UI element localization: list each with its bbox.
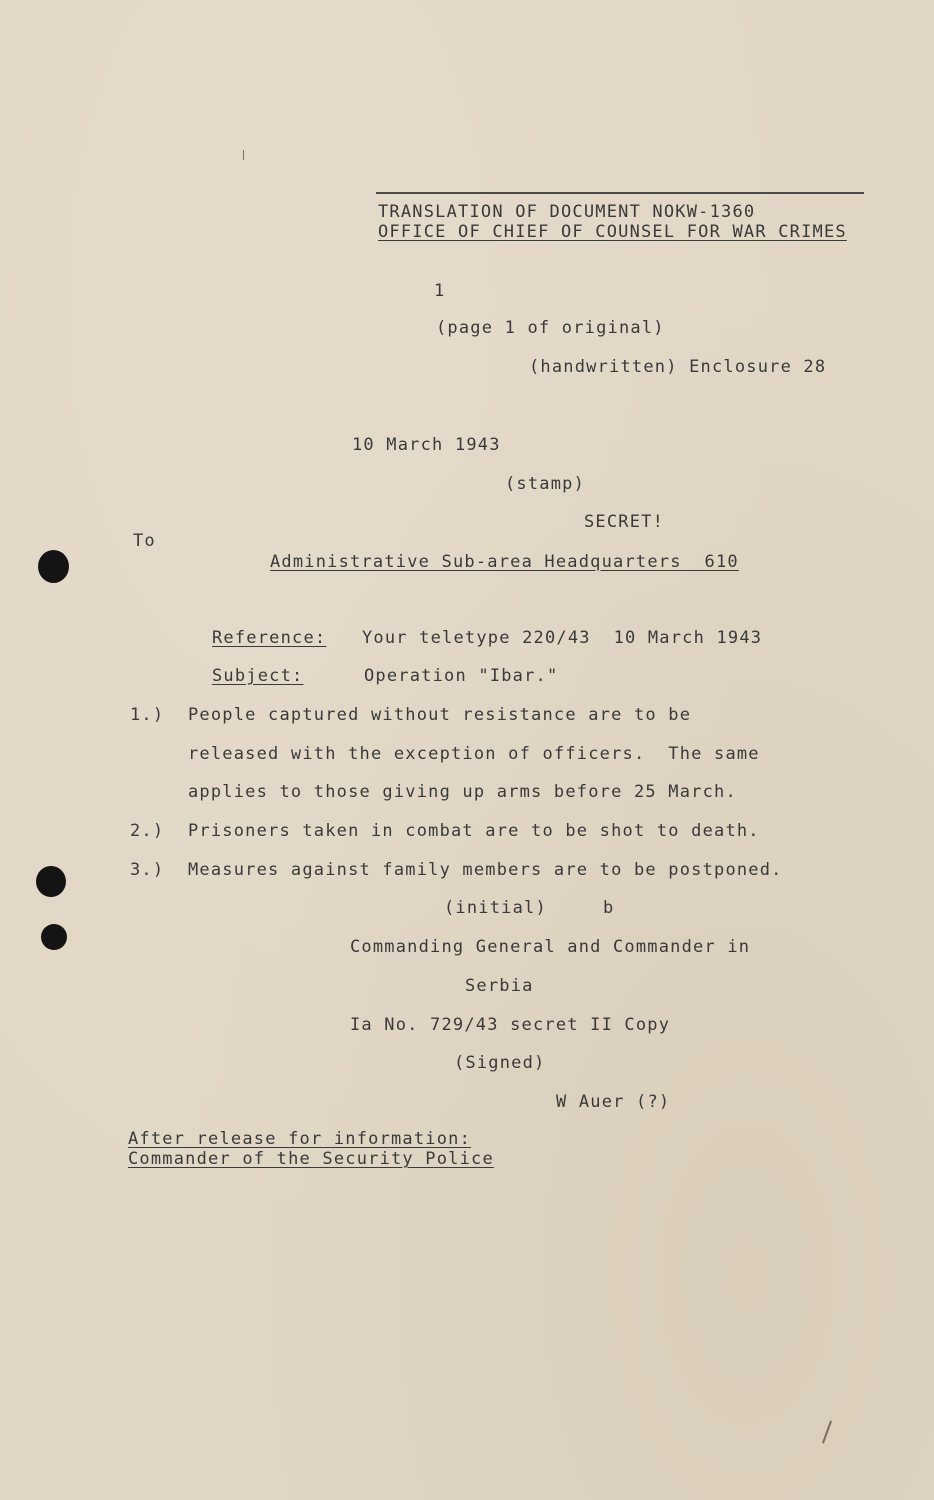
distribution-line-1: After release for information: xyxy=(128,1129,472,1149)
reference-label: Reference: xyxy=(212,628,327,648)
item-line: Measures against family members are to be postponed. xyxy=(188,860,783,880)
signatory-title: Commanding General and Commander in xyxy=(350,937,751,957)
reference-value: Your teletype 220/43 10 March 1943 xyxy=(362,628,763,648)
page-of-original: (page 1 of original) xyxy=(436,318,665,338)
distribution-line-2: Commander of the Security Police xyxy=(128,1149,494,1169)
signatory-name: W Auer (?) xyxy=(556,1092,671,1112)
to-label: To xyxy=(133,531,156,551)
stray-mark xyxy=(243,150,244,160)
header-line-2: OFFICE OF CHIEF OF COUNSEL FOR WAR CRIMES xyxy=(378,222,847,242)
header-top-rule xyxy=(376,192,864,194)
header-line-1: TRANSLATION OF DOCUMENT NOKW-1360 xyxy=(378,202,756,222)
initial-mark: b xyxy=(603,898,615,918)
subject-label: Subject: xyxy=(212,666,304,686)
punch-hole xyxy=(38,550,69,583)
addressee: Administrative Sub-area Headquarters 610 xyxy=(270,552,739,572)
item-line: applies to those giving up arms before 25 March. xyxy=(188,782,737,802)
classification: SECRET! xyxy=(584,512,665,532)
page-number: 1 xyxy=(434,281,446,301)
item-line: released with the exception of officers. The same xyxy=(188,744,760,764)
reference-number-line: Ia No. 729/43 secret II Copy xyxy=(350,1015,671,1035)
item-line: Prisoners taken in combat are to be shot to death. xyxy=(188,821,760,841)
item-number: 1.) xyxy=(130,705,165,725)
item-number: 2.) xyxy=(130,821,165,841)
enclosure-note: (handwritten) Enclosure 28 xyxy=(529,357,827,377)
signatory-title-cont: Serbia xyxy=(465,976,534,996)
stamp-note: (stamp) xyxy=(505,474,586,494)
pencil-mark xyxy=(822,1420,832,1443)
item-line: People captured without resistance are to be xyxy=(188,705,692,725)
initial-note: (initial) xyxy=(444,898,547,918)
punch-hole xyxy=(41,924,67,950)
item-number: 3.) xyxy=(130,860,165,880)
subject-value: Operation "Ibar." xyxy=(364,666,559,686)
document-date: 10 March 1943 xyxy=(352,435,501,455)
signed-note: (Signed) xyxy=(454,1053,546,1073)
punch-hole xyxy=(36,866,66,897)
